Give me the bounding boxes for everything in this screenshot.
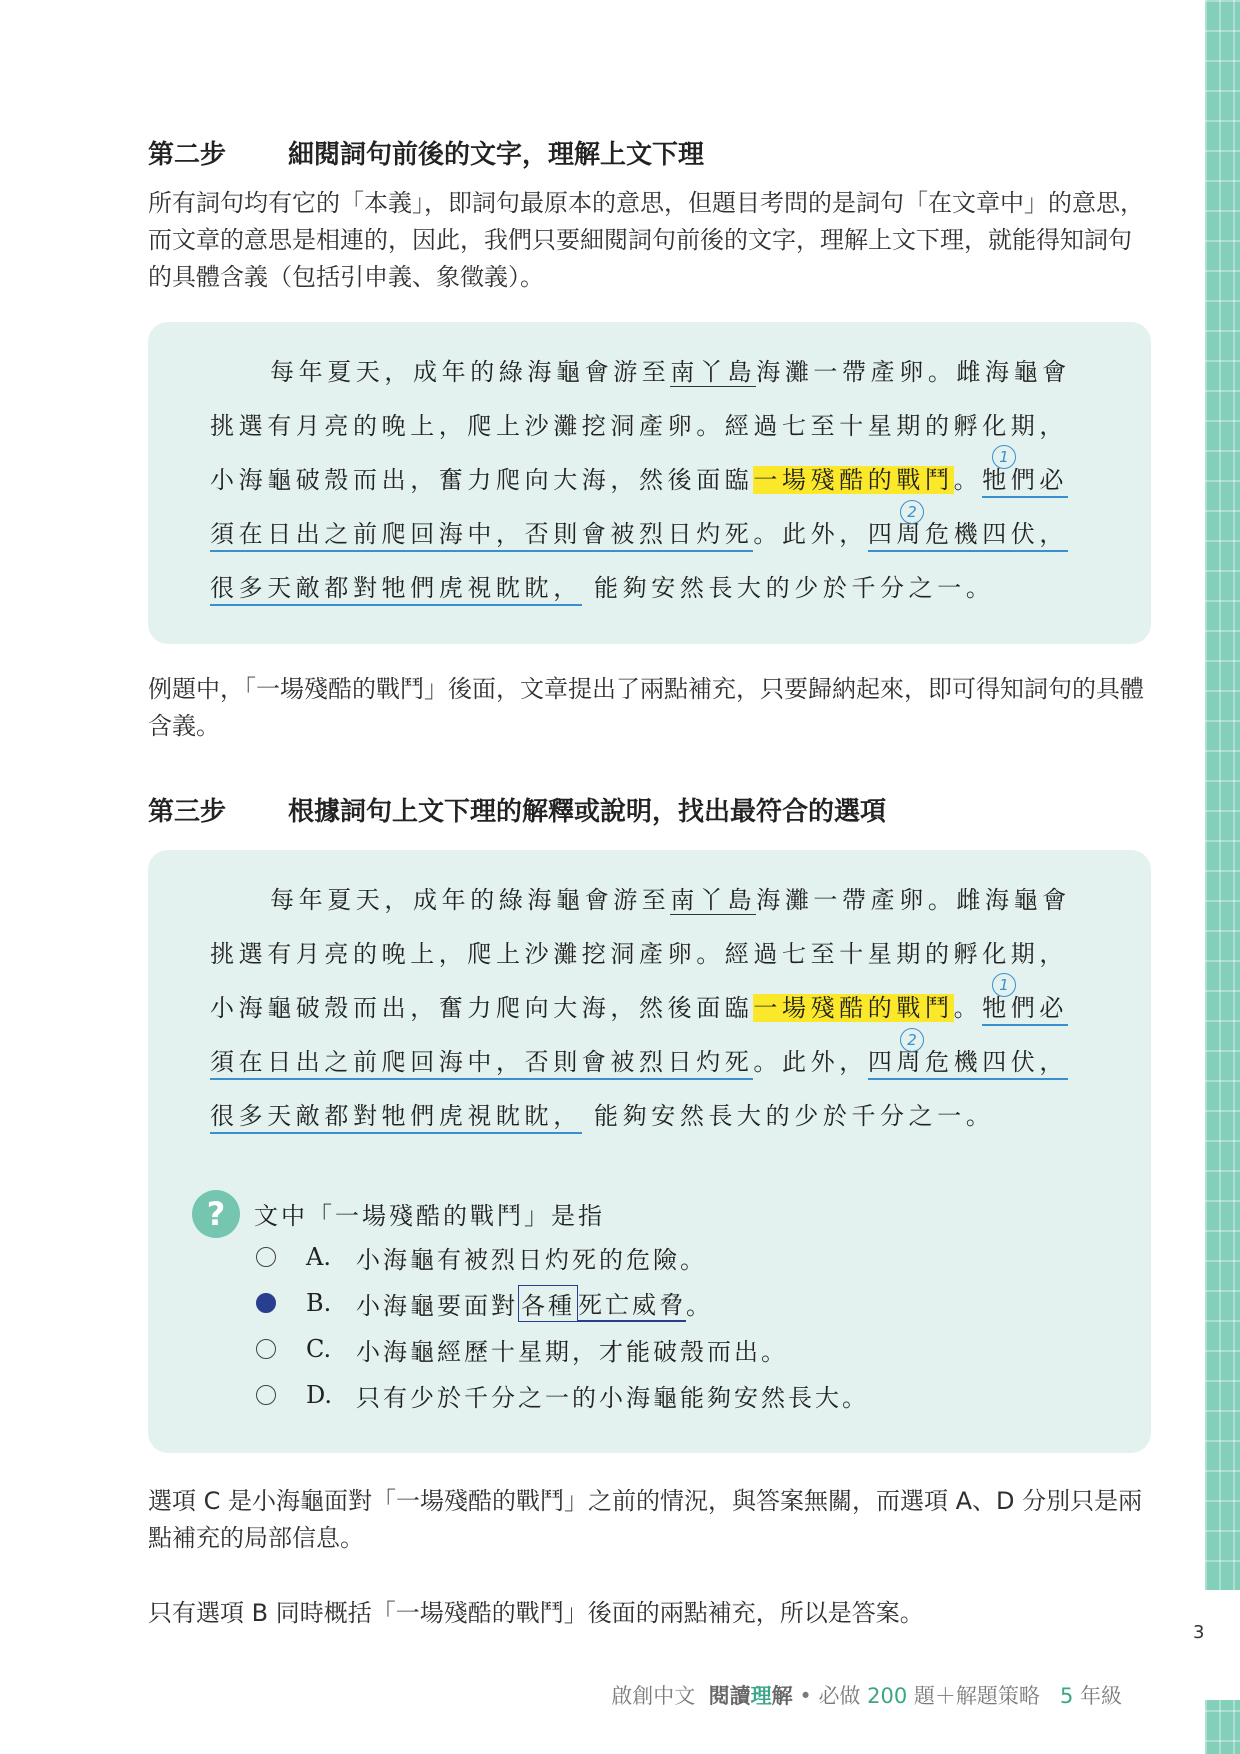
step2-heading: [148, 134, 704, 171]
text: 。此外，: [753, 1048, 868, 1076]
footer-rest: 題＋解題策略: [913, 1684, 1040, 1708]
footer-series: 啟創中文: [611, 1684, 696, 1708]
underlined-point-2: 很多天敵都對牠們虎視眈眈，: [210, 574, 582, 606]
step3-label: 第三步: [148, 797, 227, 827]
step2-after: 例題中，「一場殘酷的戰鬥」後面，文章提出了兩點補充，只要歸納起來，即可得知詞句的具體含義。: [148, 675, 1144, 740]
passage-line: [270, 352, 1071, 392]
footer-must: 必做: [818, 1684, 861, 1708]
page-number: 3: [1193, 1622, 1205, 1643]
text: 小海龜破殼而出，奮力爬向大海，然後面臨: [210, 466, 754, 494]
side-grid-strip: [1205, 0, 1240, 1754]
mark-1-icon: 1: [992, 445, 1016, 469]
text: 能夠安然長大的少於千分之一。: [581, 1102, 995, 1130]
passage-line: [210, 988, 1068, 1028]
option-letter: C.: [306, 1335, 332, 1363]
passage-line: [210, 1096, 994, 1136]
passage-box-2: [148, 850, 1151, 1453]
text: 每年夏天，成年的綠海龜會游至: [270, 358, 671, 386]
mark-1-icon: 1: [992, 973, 1016, 997]
step2-title: 細閱詞句前後的文字，理解上文下理: [288, 140, 705, 170]
passage-line: [210, 460, 1068, 500]
option-text: 。: [686, 1291, 713, 1320]
option-b[interactable]: [256, 1286, 713, 1320]
option-c[interactable]: [256, 1332, 788, 1366]
radio-c[interactable]: [256, 1339, 276, 1359]
step3-title: 根據詞句上文下理的解釋或說明，找出最符合的選項: [288, 797, 887, 827]
option-text: 只有少於千分之一的小海龜能夠安然長大。: [356, 1383, 869, 1412]
radio-a[interactable]: [256, 1247, 276, 1267]
passage-box-1: [148, 322, 1151, 644]
text: 每年夏天，成年的綠海龜會游至: [270, 886, 671, 914]
highlighted-phrase: 一場殘酷的戰鬥: [753, 466, 954, 494]
option-text: 小海龜有被烈日灼死的危險。: [356, 1245, 707, 1274]
radio-b-selected[interactable]: [256, 1293, 276, 1313]
step3-heading: [148, 791, 886, 828]
footer-book-a: 閱讀: [708, 1684, 751, 1708]
underlined-word: 死亡威脅: [578, 1285, 686, 1322]
footer-book-b: 理: [750, 1684, 772, 1708]
text: 海灘一帶產卵。雌海龜會: [756, 358, 1071, 386]
underlined-point-1: 牠們必: [982, 466, 1068, 498]
mark-2-icon: 2: [900, 500, 924, 524]
underlined-point-1: 須在日出之前爬回海中，否則會被烈日灼死: [210, 1048, 753, 1080]
footer-dot: •: [799, 1684, 812, 1708]
underlined-point-1: 須在日出之前爬回海中，否則會被烈日灼死: [210, 520, 753, 552]
strip-gap: [1205, 1590, 1240, 1700]
footer-book-c: 解: [771, 1684, 793, 1708]
passage-line: [270, 880, 1071, 920]
highlighted-phrase: 一場殘酷的戰鬥: [753, 994, 954, 1022]
passage-line: [210, 1042, 1068, 1082]
option-letter: A.: [306, 1243, 331, 1271]
question-mark-icon: ?: [192, 1190, 240, 1238]
place-name: 南丫島: [670, 886, 757, 914]
underlined-point-2: 四周危機四伏，: [868, 1048, 1068, 1080]
footer-count: 200: [867, 1684, 908, 1708]
option-text: 小海龜經歷十星期，才能破殼而出。: [356, 1337, 788, 1366]
text: 。此外，: [753, 520, 868, 548]
mark-2-icon: 2: [900, 1028, 924, 1052]
step3-after-1: 選項 C 是小海龜面對「一場殘酷的戰鬥」之前的情況，與答案無關，而選項 A、D 分別只是兩點補充的局部信息。: [148, 1487, 1143, 1552]
text: 。: [953, 466, 983, 494]
boxed-word: 各種: [518, 1285, 578, 1322]
step2-intro: 所有詞句均有它的「本義」，即詞句最原本的意思，但題目考問的是詞句「在文章中」的意思，而文章的意思是相連的，因此，我們只要細閱詞句前後的文字，理解上文下理，就能得知詞句的具體含義（包括引申義、象徵義）。: [148, 189, 1144, 291]
option-letter: D.: [306, 1381, 333, 1409]
passage-line: [210, 568, 994, 608]
option-letter: B.: [306, 1289, 332, 1317]
step2-label: 第二步: [148, 140, 227, 170]
option-text: 小海龜要面對: [356, 1291, 518, 1320]
radio-d[interactable]: [256, 1385, 276, 1405]
text: 海灘一帶產卵。雌海龜會: [756, 886, 1071, 914]
text: 能夠安然長大的少於千分之一。: [581, 574, 995, 602]
text: 小海龜破殼而出，奮力爬向大海，然後面臨: [210, 994, 754, 1022]
question-prompt: 文中「一場殘酷的戰鬥」是指: [254, 1202, 605, 1230]
passage-line: 挑選有月亮的晚上，爬上沙灘挖洞產卵。經過七至十星期的孵化期，: [210, 940, 1068, 968]
footer: [611, 1680, 1122, 1710]
passage-line: [210, 514, 1068, 554]
passage-line: 挑選有月亮的晚上，爬上沙灘挖洞產卵。經過七至十星期的孵化期，: [210, 412, 1068, 440]
option-d[interactable]: [256, 1378, 869, 1412]
footer-grade-num: 5: [1059, 1684, 1074, 1708]
footer-grade: 年級: [1080, 1684, 1122, 1708]
underlined-point-1: 牠們必: [982, 994, 1068, 1026]
step3-after-2: 只有選項 B 同時概括「一場殘酷的戰鬥」後面的兩點補充，所以是答案。: [148, 1599, 924, 1627]
place-name: 南丫島: [670, 358, 757, 386]
underlined-point-2: 很多天敵都對牠們虎視眈眈，: [210, 1102, 582, 1134]
underlined-point-2: 四周危機四伏，: [868, 520, 1068, 552]
text: 。: [953, 994, 983, 1022]
option-a[interactable]: [256, 1240, 707, 1274]
